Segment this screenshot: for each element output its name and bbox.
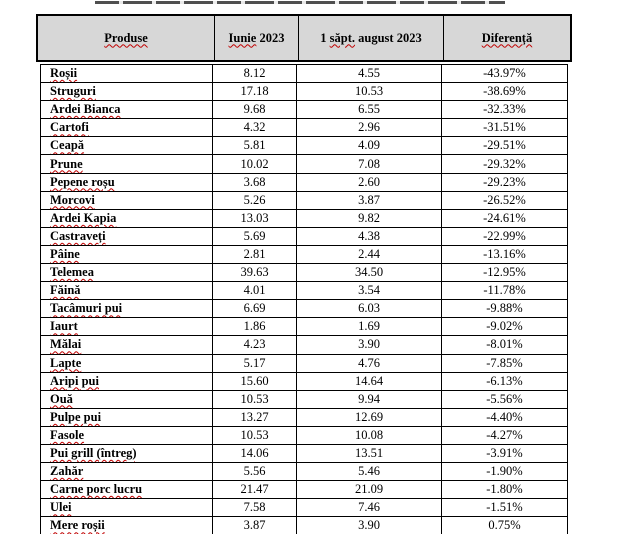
june-price-cell: 10.02 bbox=[213, 155, 297, 172]
june-price-cell: 3.68 bbox=[213, 174, 297, 191]
product-name: Tacâmuri pui bbox=[50, 301, 123, 316]
table-row bbox=[41, 264, 567, 282]
difference-cell: -7.85% bbox=[486, 355, 523, 370]
june-price-cell: 13.03 bbox=[213, 210, 297, 227]
june-price-cell: 5.26 bbox=[213, 192, 297, 209]
august-price-cell: 1.69 bbox=[297, 318, 442, 335]
difference-cell: -9.88% bbox=[486, 301, 523, 316]
table-row bbox=[41, 119, 567, 137]
product-name: Cartofi bbox=[50, 120, 89, 135]
table-row bbox=[41, 300, 567, 318]
august-price-cell: 13.51 bbox=[297, 445, 442, 462]
june-price-cell: 6.69 bbox=[213, 300, 297, 317]
june-price-cell: 4.32 bbox=[213, 119, 297, 136]
table-row bbox=[41, 83, 567, 101]
difference-cell: -24.61% bbox=[483, 210, 526, 225]
product-name: Ceapă bbox=[50, 138, 85, 153]
difference-cell: -22.99% bbox=[483, 228, 526, 243]
product-name-cell bbox=[41, 499, 213, 516]
table-row bbox=[41, 445, 567, 463]
product-name-cell bbox=[41, 101, 213, 118]
table-row bbox=[41, 65, 567, 83]
table-row bbox=[41, 427, 567, 445]
august-price-cell: 4.38 bbox=[297, 228, 442, 245]
table-body bbox=[40, 64, 568, 534]
august-price-cell: 4.76 bbox=[297, 355, 442, 372]
header-text: 1 bbox=[320, 30, 330, 45]
june-price-cell: 9.68 bbox=[213, 101, 297, 118]
june-price-cell: 1.86 bbox=[213, 318, 297, 335]
product-name-cell bbox=[41, 463, 213, 480]
header-text-misspelled: săpt. bbox=[329, 30, 356, 45]
product-name: Zahăr bbox=[50, 464, 84, 479]
product-name: Morcovi bbox=[50, 192, 95, 207]
product-name-cell bbox=[41, 264, 213, 281]
table-row bbox=[41, 481, 567, 499]
table-row bbox=[41, 373, 567, 391]
product-name: Ardei Kapia bbox=[50, 210, 117, 225]
product-name: Pâine bbox=[50, 246, 80, 261]
product-name: Prune bbox=[50, 156, 83, 171]
august-price-cell: 9.82 bbox=[297, 210, 442, 227]
product-name-cell bbox=[41, 119, 213, 136]
august-price-cell: 7.46 bbox=[297, 499, 442, 516]
header-text-misspelled: Iunie bbox=[228, 30, 257, 45]
product-name-cell bbox=[41, 246, 213, 263]
table-row bbox=[41, 228, 567, 246]
difference-cell: -1.80% bbox=[486, 482, 523, 497]
product-name-cell bbox=[41, 228, 213, 245]
august-price-cell: 3.54 bbox=[297, 282, 442, 299]
august-price-cell: 3.90 bbox=[297, 336, 442, 353]
product-name: Aripi pui bbox=[50, 373, 99, 388]
august-price-cell: 7.08 bbox=[297, 155, 442, 172]
product-name: Telemea bbox=[50, 265, 94, 280]
table-row bbox=[41, 174, 567, 192]
table-row bbox=[41, 101, 567, 119]
product-name-cell bbox=[41, 83, 213, 100]
august-price-cell: 3.87 bbox=[297, 192, 442, 209]
difference-cell: -29.23% bbox=[483, 174, 526, 189]
difference-cell: -13.16% bbox=[483, 246, 526, 261]
header-cell-diferenta bbox=[444, 16, 570, 60]
table-row bbox=[41, 210, 567, 228]
june-price-cell: 4.23 bbox=[213, 336, 297, 353]
table-row bbox=[41, 409, 567, 427]
august-price-cell: 14.64 bbox=[297, 373, 442, 390]
product-name-cell bbox=[41, 174, 213, 191]
june-price-cell: 8.12 bbox=[213, 65, 297, 82]
product-name: Struguri bbox=[50, 84, 96, 99]
table-row bbox=[41, 463, 567, 481]
product-name-cell bbox=[41, 282, 213, 299]
product-name-cell bbox=[41, 155, 213, 172]
header-cell-iunie-2023 bbox=[215, 16, 299, 60]
table-row bbox=[41, 318, 567, 336]
product-name-cell bbox=[41, 391, 213, 408]
product-name-cell bbox=[41, 409, 213, 426]
june-price-cell: 5.56 bbox=[213, 463, 297, 480]
product-name: Făină bbox=[50, 283, 81, 298]
june-price-cell: 39.63 bbox=[213, 264, 297, 281]
june-price-cell: 10.53 bbox=[213, 391, 297, 408]
june-price-cell: 10.53 bbox=[213, 427, 297, 444]
product-name: Roșii bbox=[50, 66, 78, 81]
table-row bbox=[41, 391, 567, 409]
august-price-cell: 4.09 bbox=[297, 137, 442, 154]
product-name: Ulei bbox=[50, 500, 72, 515]
june-price-cell: 14.06 bbox=[213, 445, 297, 462]
august-price-cell: 2.60 bbox=[297, 174, 442, 191]
difference-cell: -12.95% bbox=[483, 265, 526, 280]
header-text: 2023 bbox=[256, 30, 285, 45]
table-row bbox=[41, 336, 567, 354]
table-header-row bbox=[36, 14, 572, 62]
product-name-cell bbox=[41, 300, 213, 317]
table-row bbox=[41, 499, 567, 517]
product-name-cell bbox=[41, 427, 213, 444]
header-text-misspelled: Produse bbox=[104, 30, 148, 45]
product-name: Pui grill (întreg) bbox=[50, 446, 137, 461]
difference-cell: -29.32% bbox=[483, 156, 526, 171]
product-name-cell bbox=[41, 192, 213, 209]
product-name: Lapte bbox=[50, 355, 82, 370]
august-price-cell: 4.55 bbox=[297, 65, 442, 82]
difference-cell: -6.13% bbox=[486, 373, 523, 388]
june-price-cell: 5.69 bbox=[213, 228, 297, 245]
june-price-cell: 2.81 bbox=[213, 246, 297, 263]
june-price-cell: 5.81 bbox=[213, 137, 297, 154]
june-price-cell: 13.27 bbox=[213, 409, 297, 426]
table-row bbox=[41, 517, 567, 534]
difference-cell: -43.97% bbox=[483, 66, 526, 81]
june-price-cell: 4.01 bbox=[213, 282, 297, 299]
header-cell-produse bbox=[38, 16, 215, 60]
header-text: august 2023 bbox=[355, 30, 422, 45]
difference-cell: -11.78% bbox=[483, 283, 526, 298]
august-price-cell: 6.03 bbox=[297, 300, 442, 317]
product-name: Ouă bbox=[50, 391, 73, 406]
difference-cell: -26.52% bbox=[483, 192, 526, 207]
product-name-cell bbox=[41, 481, 213, 498]
june-price-cell: 17.18 bbox=[213, 83, 297, 100]
august-price-cell: 3.90 bbox=[297, 517, 442, 534]
product-name: Mere roșii bbox=[50, 518, 105, 533]
august-price-cell: 10.53 bbox=[297, 83, 442, 100]
difference-cell: -1.51% bbox=[486, 500, 523, 515]
header-cell-august-2023 bbox=[299, 16, 444, 60]
product-name-cell bbox=[41, 65, 213, 82]
product-name-cell bbox=[41, 336, 213, 353]
difference-cell: -29.51% bbox=[483, 138, 526, 153]
table-row bbox=[41, 355, 567, 373]
product-name: Fasole bbox=[50, 427, 85, 442]
august-price-cell: 12.69 bbox=[297, 409, 442, 426]
august-price-cell: 21.09 bbox=[297, 481, 442, 498]
difference-cell: -5.56% bbox=[486, 391, 523, 406]
header-text-misspelled: Diferență bbox=[481, 30, 533, 45]
product-name: Carne porc lucru bbox=[50, 482, 143, 497]
august-price-cell: 2.44 bbox=[297, 246, 442, 263]
august-price-cell: 2.96 bbox=[297, 119, 442, 136]
product-name: Mălai bbox=[50, 337, 82, 352]
product-name-cell bbox=[41, 355, 213, 372]
cropped-title-text-strip bbox=[95, 1, 505, 4]
difference-cell: -4.40% bbox=[486, 409, 523, 424]
product-name-cell bbox=[41, 318, 213, 335]
june-price-cell: 15.60 bbox=[213, 373, 297, 390]
price-comparison-table bbox=[36, 14, 572, 533]
august-price-cell: 9.94 bbox=[297, 391, 442, 408]
table-row bbox=[41, 155, 567, 173]
product-name-cell bbox=[41, 517, 213, 534]
product-name: Iaurt bbox=[50, 319, 78, 334]
difference-cell: -32.33% bbox=[483, 102, 526, 117]
product-name: Castraveți bbox=[50, 228, 106, 243]
product-name-cell bbox=[41, 137, 213, 154]
difference-cell: -38.69% bbox=[483, 84, 526, 99]
june-price-cell: 21.47 bbox=[213, 481, 297, 498]
table-row bbox=[41, 246, 567, 264]
difference-cell: -1.90% bbox=[486, 464, 523, 479]
difference-cell: -4.27% bbox=[486, 427, 523, 442]
august-price-cell: 6.55 bbox=[297, 101, 442, 118]
product-name: Ardei Bianca bbox=[50, 102, 121, 117]
difference-cell: -3.91% bbox=[486, 446, 523, 461]
difference-cell: 0.75% bbox=[488, 518, 521, 533]
june-price-cell: 3.87 bbox=[213, 517, 297, 534]
june-price-cell: 7.58 bbox=[213, 499, 297, 516]
table-row bbox=[41, 137, 567, 155]
difference-cell: -9.02% bbox=[486, 319, 523, 334]
august-price-cell: 5.46 bbox=[297, 463, 442, 480]
product-name-cell bbox=[41, 373, 213, 390]
table-row bbox=[41, 192, 567, 210]
product-name: Pulpe pui bbox=[50, 409, 102, 424]
product-name-cell bbox=[41, 210, 213, 227]
product-name-cell bbox=[41, 445, 213, 462]
difference-cell: -8.01% bbox=[486, 337, 523, 352]
difference-cell: -31.51% bbox=[483, 120, 526, 135]
august-price-cell: 34.50 bbox=[297, 264, 442, 281]
august-price-cell: 10.08 bbox=[297, 427, 442, 444]
june-price-cell: 5.17 bbox=[213, 355, 297, 372]
table-row bbox=[41, 282, 567, 300]
product-name: Pepene roșu bbox=[50, 174, 115, 189]
